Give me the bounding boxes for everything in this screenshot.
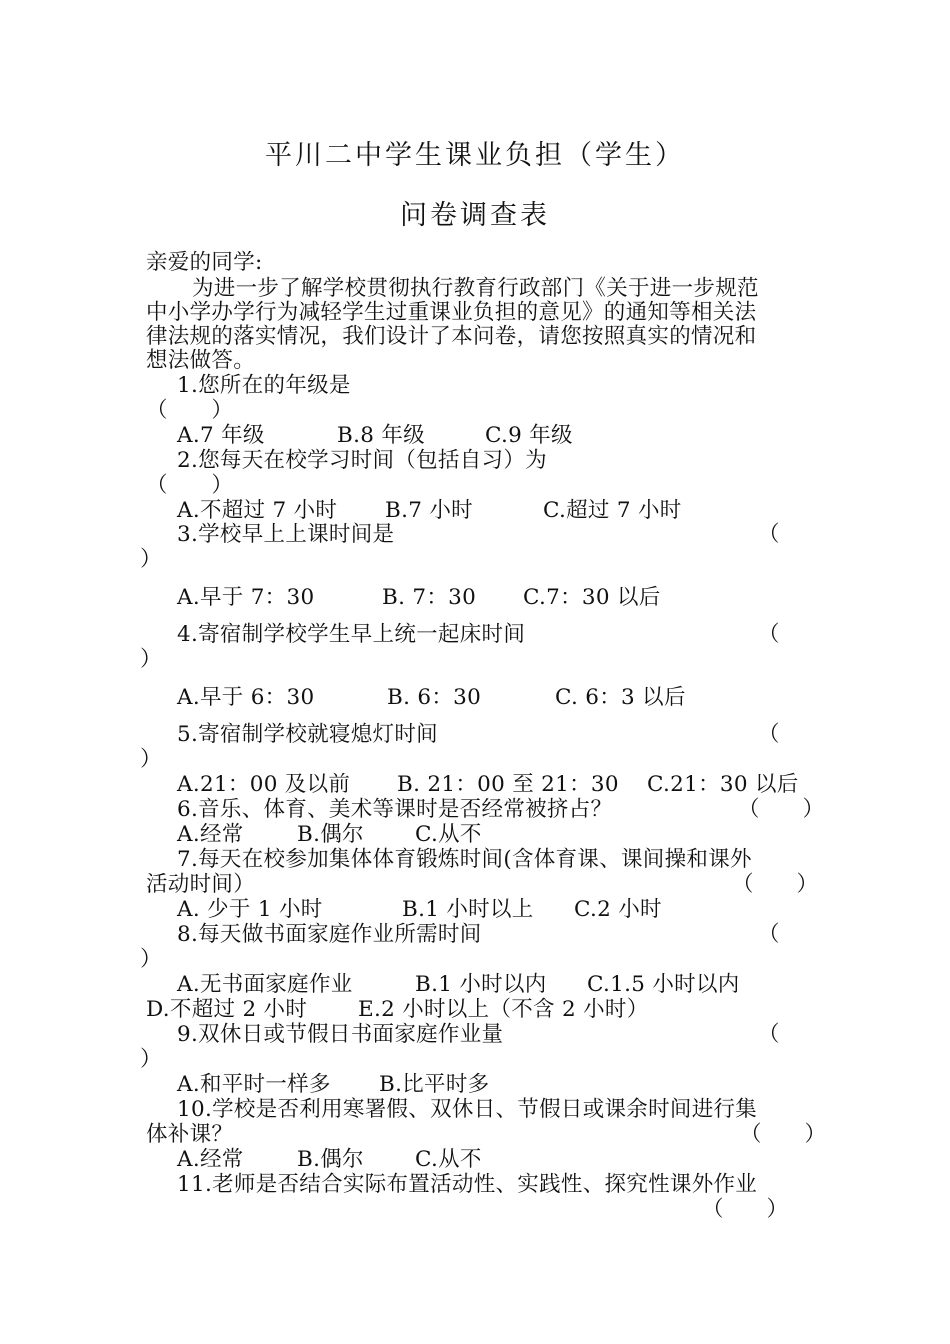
option-a[interactable]: A.无书面家庭作业 [177, 972, 353, 997]
question-9-paren-close[interactable]: ） [140, 1047, 162, 1072]
question-9-text: 9.双休日或节假日书面家庭作业量 [177, 1022, 504, 1047]
intro-line-2: 中小学办学行为减轻学生过重课业负担的意见》的通知等相关法 [146, 300, 757, 325]
question-8-paren-open[interactable]: （ [758, 922, 780, 947]
question-4-paren-open[interactable]: （ [758, 622, 780, 647]
question-7-options [177, 897, 662, 923]
question-4-options [177, 685, 686, 711]
question-8-text: 8.每天做书面家庭作业所需时间 [177, 922, 482, 947]
question-11-answer-blank[interactable]: （ ） [702, 1197, 789, 1222]
question-7-answer-blank[interactable]: （ ） [732, 872, 819, 897]
intro-line-4: 想法做答。 [146, 348, 256, 373]
option-a[interactable]: A.7 年级 [177, 423, 265, 448]
question-4-text: 4.寄宿制学校学生早上统一起床时间 [177, 622, 526, 647]
option-c[interactable]: C.7：30 以后 [523, 585, 661, 610]
question-8-paren-close[interactable]: ） [140, 947, 162, 972]
option-e[interactable]: E.2 小时以上（不含 2 小时） [358, 997, 649, 1022]
option-c[interactable]: C. 6：3 以后 [555, 685, 686, 710]
option-b[interactable]: B.1 小时以上 [402, 897, 534, 922]
question-8-options-line-2 [146, 997, 649, 1023]
option-a[interactable]: A.早于 7：30 [177, 585, 315, 610]
option-a[interactable]: A.经常 [177, 822, 244, 847]
option-b[interactable]: B.7 小时 [385, 498, 473, 523]
option-a[interactable]: A.不超过 7 小时 [177, 498, 338, 523]
question-5-paren-open[interactable]: （ [758, 722, 780, 747]
question-7-text-line-2: 活动时间） [146, 872, 256, 897]
question-6-text: 6.音乐、体育、美术等课时是否经常被挤占？ [177, 797, 613, 822]
option-c[interactable]: C.超过 7 小时 [543, 498, 682, 523]
option-c[interactable]: C.2 小时 [574, 897, 662, 922]
option-a[interactable]: A.早于 6：30 [177, 685, 315, 710]
question-3-paren-close[interactable]: ） [140, 547, 162, 572]
question-3-paren-open[interactable]: （ [758, 522, 780, 547]
option-a[interactable]: A.21：00 及以前 [177, 772, 351, 797]
question-5-paren-close[interactable]: ） [140, 747, 162, 772]
option-a[interactable]: A.和平时一样多 [177, 1072, 331, 1097]
intro-line-3: 律法规的落实情况，我们设计了本问卷，请您按照真实的情况和 [146, 324, 757, 349]
question-10-options [177, 1147, 482, 1173]
question-4-paren-close[interactable]: ） [140, 647, 162, 672]
option-b[interactable]: B.8 年级 [337, 423, 425, 448]
question-6-options [177, 822, 482, 848]
question-1-options [177, 423, 573, 449]
question-2-answer-blank[interactable]: （ ） [146, 473, 234, 498]
page-title: 平川二中学生课业负担（学生） [265, 140, 685, 171]
greeting: 亲爱的同学: [146, 250, 263, 275]
question-5-text: 5.寄宿制学校就寝熄灯时间 [177, 722, 438, 747]
option-c[interactable]: C.9 年级 [485, 423, 573, 448]
question-5-options [177, 772, 799, 798]
option-b[interactable]: B. 6：30 [387, 685, 482, 710]
option-a[interactable]: A. 少于 1 小时 [177, 897, 323, 922]
option-c[interactable]: C.21：30 以后 [647, 772, 799, 797]
option-d[interactable]: D.不超过 2 小时 [146, 997, 308, 1022]
intro-line-1: 为进一步了解学校贯彻执行教育行政部门《关于进一步规范 [192, 276, 759, 301]
option-b[interactable]: B.1 小时以内 [415, 972, 547, 997]
question-1-text: 1.您所在的年级是 [177, 373, 351, 398]
option-a[interactable]: A.经常 [177, 1147, 244, 1172]
question-9-paren-open[interactable]: （ [758, 1022, 780, 1047]
question-10-answer-blank[interactable]: （ ） [740, 1122, 827, 1147]
question-10-text-line-2: 体补课？ [146, 1122, 234, 1147]
option-b[interactable]: B.偶尔 [297, 1147, 364, 1172]
option-b[interactable]: B.偶尔 [297, 822, 364, 847]
question-3-text: 3.学校早上上课时间是 [177, 522, 395, 547]
option-b[interactable]: B. 7：30 [382, 585, 477, 610]
option-c[interactable]: C.从不 [415, 1147, 482, 1172]
question-3-options [177, 585, 661, 611]
question-10-text-line-1: 10.学校是否利用寒署假、双休日、节假日或课余时间进行集 [177, 1097, 758, 1122]
option-b[interactable]: B.比平时多 [379, 1072, 490, 1097]
question-2-text: 2.您每天在校学习时间（包括自习）为 [177, 448, 547, 473]
question-6-answer-blank[interactable]: （ ） [738, 797, 825, 822]
page-subtitle: 问卷调查表 [400, 200, 550, 231]
question-9-options [177, 1072, 489, 1098]
option-c[interactable]: C.1.5 小时以内 [587, 972, 740, 997]
question-11-text: 11.老师是否结合实际布置活动性、实践性、探究性课外作业 [177, 1172, 758, 1197]
question-8-options-line-1 [177, 972, 740, 998]
question-2-options [177, 498, 682, 524]
question-7-text-line-1: 7.每天在校参加集体体育锻炼时间(含体育课、课间操和课外 [177, 847, 752, 872]
question-1-answer-blank[interactable]: （ ） [146, 398, 234, 423]
option-b[interactable]: B. 21：00 至 21：30 [397, 772, 619, 797]
option-c[interactable]: C.从不 [415, 822, 482, 847]
